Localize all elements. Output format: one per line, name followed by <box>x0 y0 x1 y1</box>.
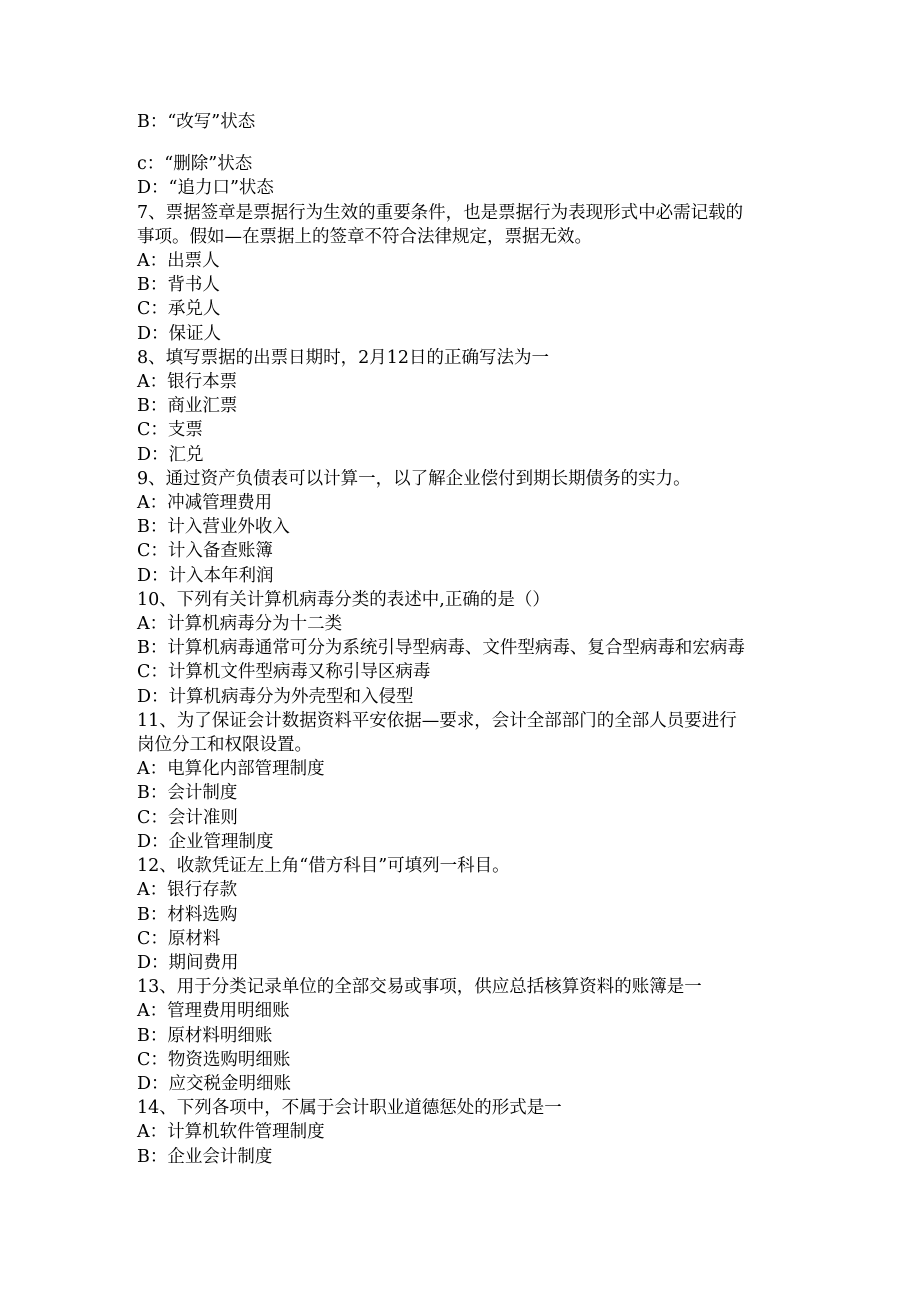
question-line: 7、票据签章是票据行为生效的重要条件，也是票据行为表现形式中必需记载的 <box>137 202 744 223</box>
option-line: D：企业管理制度 <box>137 831 274 852</box>
option-line: D：汇兑 <box>137 444 204 465</box>
option-line: D：计入本年利润 <box>137 565 274 586</box>
option-line: B：企业会计制度 <box>137 1146 273 1167</box>
option-line: B：会计制度 <box>137 783 238 804</box>
option-line: B：“改写”状态 <box>137 112 256 132</box>
option-line: D：“追力口”状态 <box>137 178 274 199</box>
option-line: C：计入备查账簿 <box>137 541 273 562</box>
question-line: 11、为了保证会计数据资料平安依据—要求，会计全部部门的全部人员要进行 <box>137 710 737 731</box>
option-line: B：计入营业外收入 <box>137 517 290 538</box>
option-line: C：计算机文件型病毒又称引导区病毒 <box>137 662 431 683</box>
option-line: C：承兑人 <box>137 299 221 320</box>
option-line: D：保证人 <box>137 323 222 344</box>
option-line: A：管理费用明细账 <box>137 1001 290 1022</box>
option-line: C：原材料 <box>137 928 221 949</box>
option-line: A：计算机病毒分为十二类 <box>137 614 343 635</box>
option-line: C：会计准则 <box>137 807 238 828</box>
question-line: 8、填写票据的出票日期时，2月12日的正确写法为一 <box>137 347 550 368</box>
option-line: A：计算机软件管理制度 <box>137 1122 325 1143</box>
option-line: C：支票 <box>137 420 203 441</box>
option-line: B：原材料明细账 <box>137 1025 273 1046</box>
option-line: D：期间费用 <box>137 952 239 973</box>
question-line: 13、用于分类记录单位的全部交易或事项，供应总括核算资料的账簿是一 <box>137 977 702 998</box>
option-line: D：应交税金明细账 <box>137 1073 292 1094</box>
option-line: B：商业汇票 <box>137 396 238 417</box>
document-body <box>137 110 797 1169</box>
option-line: C：物资选购明细账 <box>137 1049 291 1070</box>
question-line: 事项。假如—在票据上的签章不符合法律规定，票据无效。 <box>137 226 592 247</box>
question-line: 10、下列有关计算机病毒分类的表述中,正确的是（） <box>137 589 550 610</box>
question-line: 岗位分工和权限设置。 <box>137 735 312 756</box>
option-line: B：材料选购 <box>137 904 238 925</box>
option-line: A：电算化内部管理制度 <box>137 759 325 780</box>
option-line: A：冲减管理费用 <box>137 493 273 514</box>
question-line: 14、下列各项中，不属于会计职业道德惩处的形式是一 <box>137 1098 562 1119</box>
option-line: A：出票人 <box>137 251 220 272</box>
question-line: 9、通过资产负债表可以计算一，以了解企业偿付到期长期债务的实力。 <box>137 468 691 489</box>
option-line: A：银行本票 <box>137 372 238 393</box>
option-line: A：银行存款 <box>137 880 238 901</box>
option-line: B：计算机病毒通常可分为系统引导型病毒、文件型病毒、复合型病毒和宏病毒 <box>137 638 745 659</box>
option-line: D：计算机病毒分为外壳型和入侵型 <box>137 686 414 707</box>
question-line: 12、收款凭证左上角“借方科目”可填列一科目。 <box>137 856 510 877</box>
option-line: c：“删除”状态 <box>137 154 253 175</box>
option-line: B：背书人 <box>137 275 220 296</box>
